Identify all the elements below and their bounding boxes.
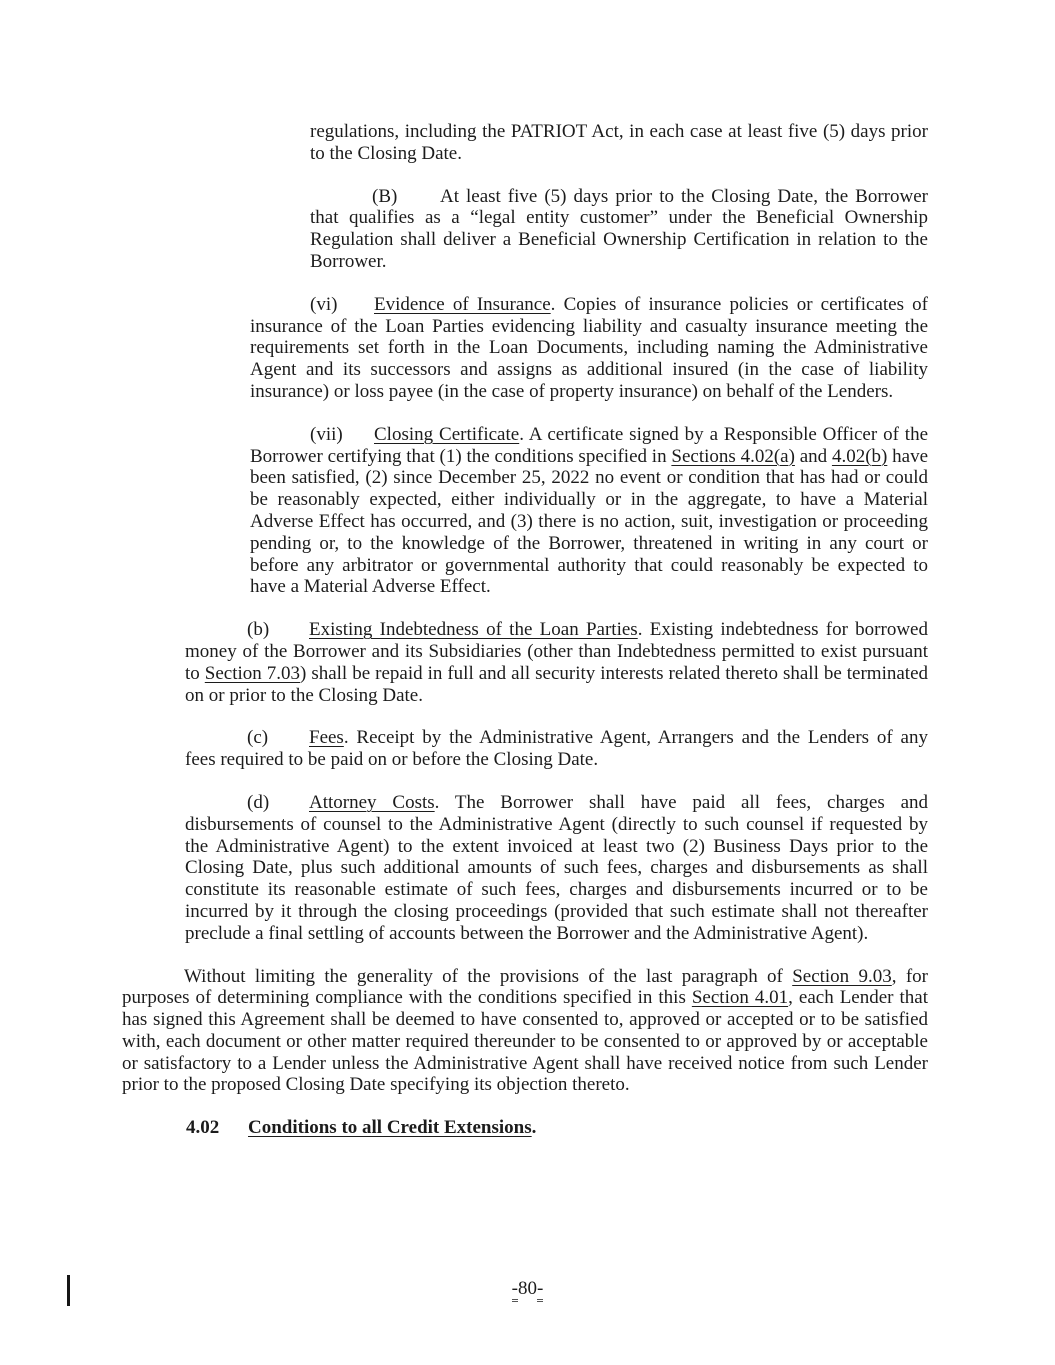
- paragraph-clause-vii-closing-certificate: [250, 424, 928, 598]
- text-run: Section 4.01: [691, 987, 789, 1009]
- clause-label-subsection-d-attorney-costs: (d): [247, 791, 270, 813]
- text-run: Section 9.03: [792, 965, 892, 987]
- clause-label-clause-vi-evidence-of-insurance: (vi): [310, 293, 338, 315]
- paragraph-clause-B-beneficial-ownership: [310, 186, 928, 273]
- text-run: Without limiting the generality of the provisions of the last paragraph of: [184, 965, 793, 987]
- text-run: Existing Indebtedness of the Loan Parties: [309, 619, 638, 641]
- text-run: have been satisfied, (2) since December 25, 2022 no event or condition that has had or could be reasonably expected, either individually or in the aggregate, to have a Material Adverse Effect has occurred, and (3) there is no action, suit, investigation or proceeding pending or, to the knowledge of the Borrower, threatened in writing in any court or before any arbitrator or governmental authority that could reasonably be expected to have a Material Adverse Effect.: [250, 445, 929, 598]
- text-run: Conditions to all Credit Extensions: [248, 1117, 532, 1139]
- paragraph-subsection-b-existing-indebtedness: [185, 619, 928, 706]
- text-run: and: [794, 445, 832, 467]
- text-run: . The Borrower shall have paid all fees, charges and disbursements of counsel to the Administrative Agent (directly to such counsel if requested by the Administrative Agent) to the extent invoiced at least two (2) Business Days prior to the Closing Date, plus such additional amounts of such fees, charges and disbursements as shall constitute its reasonable estimate of such fees, charges and disbursements incurred or to be incurred by it through the closing proceedings (provided that such estimate shall not thereafter preclude a final settling of accounts between the Borrower and the Administrative Agent).: [185, 791, 929, 944]
- page-footer: [0, 1278, 1055, 1300]
- clause-label-subsection-b-existing-indebtedness: (b): [247, 619, 270, 641]
- text-run: Evidence of Insurance: [374, 293, 551, 315]
- paragraph-section-4-02-heading: [122, 1117, 928, 1139]
- text-run: Sections 4.02(a): [671, 445, 795, 467]
- text-run: . Copies of insurance policies or certificates of insurance of the Loan Parties evidencing liability and casualty insurance meeting the requirements set forth in the Loan Documents, including naming the Administrative Agent and its successors and assigns as additional insured (in the case of liability insurance) or loss payee (in the case of property insurance) on behalf of the Lenders.: [250, 293, 928, 402]
- paragraph-subsection-c-fees: [185, 727, 928, 771]
- text-run: Fees: [309, 727, 344, 749]
- text-run: Attorney Costs: [309, 791, 435, 813]
- page-number-left-dash: -: [512, 1278, 518, 1302]
- clause-label-clause-B-beneficial-ownership: (B): [372, 185, 398, 207]
- text-run: Closing Certificate: [374, 423, 520, 445]
- text-run: regulations, including the PATRIOT Act, in each case at least five (5) days prior to the Closing Date.: [310, 121, 928, 164]
- clause-label-clause-vii-closing-certificate: (vii): [310, 423, 343, 445]
- text-run: . Existing indebtedness for borrowed money of the Borrower and its Subsidiaries (other than Indebtedness permitted to exist pursuant to: [185, 619, 928, 684]
- text-run: At least five (5) days prior to the Closing Date, the Borrower that qualifies as a “legal entity customer” under the Beneficial Ownership Regulation shall deliver a Beneficial Ownership Certification in relation to the Borrower.: [310, 185, 928, 272]
- text-run: Section 7.03: [204, 662, 301, 684]
- page-number-value: 80: [518, 1278, 537, 1299]
- text-run: 4.02(b): [831, 445, 888, 467]
- text-run: ) shall be repaid in full and all security interests related thereto shall be terminated on or prior to the Closing Date.: [185, 662, 928, 706]
- page-body: [122, 121, 928, 1139]
- text-run: .: [531, 1117, 537, 1139]
- paragraph-clause-vi-evidence-of-insurance: [250, 294, 928, 403]
- paragraph-closing-paragraph-lender-consent: [122, 966, 928, 1097]
- paragraph-subsection-d-attorney-costs: [185, 792, 928, 945]
- clause-label-subsection-c-fees: (c): [247, 727, 269, 749]
- page-number-right-dash: -: [537, 1278, 543, 1302]
- text-run: . A certificate signed by a Responsible Officer of the Borrower certifying that (1) the conditions specified in: [250, 423, 928, 467]
- text-run: . Receipt by the Administrative Agent, Arrangers and the Lenders of any fees required to be paid on or before the Closing Date.: [185, 727, 928, 771]
- page-number: [512, 1278, 544, 1302]
- clause-label-section-4-02-heading: 4.02: [186, 1117, 220, 1139]
- paragraph-patriot-act-continuation: [310, 121, 928, 165]
- text-run: , each Lender that has signed this Agreement shall be deemed to have consented to, approved or accepted or to be satisfied with, each document or other matter required thereunder to be consented to or approved by or acceptable or satisfactory to a Lender unless the Administrative Agent shall have received notice from such Lender prior to the proposed Closing Date specifying its objection thereto.: [122, 987, 929, 1096]
- text-run: , for purposes of determining compliance with the conditions specified in this: [122, 965, 928, 1009]
